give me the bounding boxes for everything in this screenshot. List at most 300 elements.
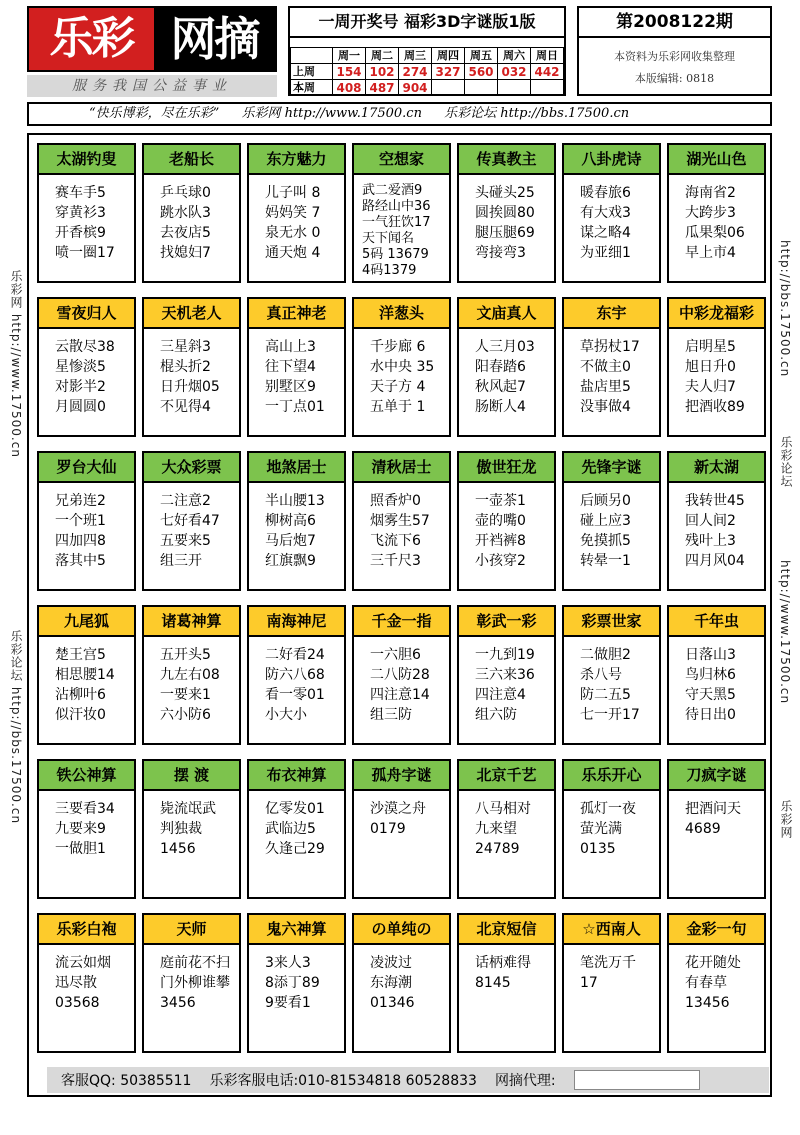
- riddle-card-body: [459, 329, 554, 417]
- riddle-line: 武二爱酒9: [362, 183, 423, 198]
- riddle-line: 照香炉0: [370, 493, 421, 509]
- riddle-line: 五要来5: [160, 533, 211, 549]
- riddle-card-body: [249, 791, 344, 859]
- riddle-line: 红旗飘9: [265, 553, 316, 569]
- riddle-card-title: 天机老人: [144, 299, 239, 329]
- riddle-card-body: [39, 945, 134, 1013]
- riddle-card: [457, 297, 556, 437]
- riddle-card-body: [249, 945, 344, 1013]
- last-week-number: 327: [432, 64, 465, 80]
- riddle-line: 瓜果梨06: [685, 225, 745, 241]
- riddle-line: 海南省2: [685, 185, 736, 201]
- riddle-line: 久逢己29: [265, 841, 325, 857]
- riddle-card-body: [564, 791, 659, 859]
- riddle-line: 水中央 35: [370, 359, 435, 375]
- riddle-card-body: [39, 483, 134, 571]
- riddle-line: 通天炮 4: [265, 245, 321, 261]
- riddle-line: 飞流下6: [370, 533, 421, 549]
- riddle-card-title: 傲世狂龙: [459, 453, 554, 483]
- riddle-line: 穿黄衫3: [55, 205, 106, 221]
- issue-number: 第2008122期: [579, 8, 770, 38]
- riddle-line: 四加四8: [55, 533, 106, 549]
- riddle-card: [457, 759, 556, 899]
- riddle-card-title: 中彩龙福彩: [669, 299, 764, 329]
- riddle-line: 一要来1: [160, 687, 211, 703]
- riddle-card: [562, 297, 661, 437]
- riddle-line: 17: [580, 975, 598, 991]
- riddle-line: 一做胆1: [55, 841, 106, 857]
- riddle-card-title: 湖光山色: [669, 145, 764, 175]
- riddle-line: 一气狂饮17: [362, 215, 431, 230]
- riddle-line: 二好看24: [265, 647, 325, 663]
- riddle-card-title: 千金一指: [354, 607, 449, 637]
- riddle-card-title: 彩票世家: [564, 607, 659, 637]
- riddle-line: 找媳妇7: [160, 245, 211, 261]
- riddle-line: 四注意14: [370, 687, 430, 703]
- riddle-line: 阳春踏6: [475, 359, 526, 375]
- riddle-line: 小大小: [265, 707, 307, 723]
- riddle-card: [562, 913, 661, 1053]
- riddle-card-body: [249, 637, 344, 725]
- riddle-card: [667, 759, 766, 899]
- riddle-card: [667, 297, 766, 437]
- riddle-line: 半山腰13: [265, 493, 325, 509]
- draw-last-week-row: [291, 64, 564, 80]
- riddle-card-title: 九尾狐: [39, 607, 134, 637]
- riddle-card-title: 乐彩白袍: [39, 915, 134, 945]
- riddle-line: 盐店里5: [580, 379, 631, 395]
- riddle-line: 没事做4: [580, 399, 631, 415]
- riddle-line: 防二五5: [580, 687, 631, 703]
- riddle-card-title: 刀疯字谜: [669, 761, 764, 791]
- riddle-line: 萤光满: [580, 821, 622, 837]
- riddle-line: 二做胆2: [580, 647, 631, 663]
- riddle-line: 喷一圈17: [55, 245, 115, 261]
- day-header: 周一: [333, 48, 366, 64]
- riddle-line: 防六八68: [265, 667, 325, 683]
- riddle-card-title: 孤舟字谜: [354, 761, 449, 791]
- riddle-line: 三千尺3: [370, 553, 421, 569]
- riddle-card-title: 太湖钓叟: [39, 145, 134, 175]
- side-text-right-mid2: http://www.17500.cn: [778, 560, 792, 705]
- riddle-line: 一个班1: [55, 513, 106, 529]
- riddle-card-body: [459, 637, 554, 725]
- riddle-card: [352, 297, 451, 437]
- riddle-line: 壶的嘴0: [475, 513, 526, 529]
- slogan-site-link[interactable]: 乐彩网 http://www.17500.cn: [241, 106, 422, 121]
- riddle-card-title: 雪夜归人: [39, 299, 134, 329]
- day-header: 周日: [531, 48, 564, 64]
- riddle-card: [247, 605, 346, 745]
- riddle-card: [142, 605, 241, 745]
- riddle-card: [142, 759, 241, 899]
- riddle-card-title: 诸葛神算: [144, 607, 239, 637]
- this-week-number: 487: [366, 80, 399, 96]
- riddle-line: 不做主0: [580, 359, 631, 375]
- riddle-line: 四月风04: [685, 553, 745, 569]
- riddle-line: 五单于 1: [370, 399, 426, 415]
- footer-agent-label: 网摘代理:: [494, 1073, 556, 1089]
- riddle-line: 免摸抓5: [580, 533, 631, 549]
- riddle-line: 8145: [475, 975, 511, 991]
- riddle-card: [37, 143, 136, 283]
- riddle-card-body: [354, 483, 449, 571]
- riddle-line: 笔洗万千: [580, 955, 636, 971]
- riddle-card-body: [564, 637, 659, 725]
- riddle-line: 小孩穿2: [475, 553, 526, 569]
- riddle-line: 03568: [55, 995, 100, 1011]
- this-week-label: 本周: [291, 80, 333, 96]
- riddle-line: 亿零发01: [265, 801, 325, 817]
- riddle-line: 开裆裤8: [475, 533, 526, 549]
- last-week-number: 154: [333, 64, 366, 80]
- riddle-line: 星惨淡5: [55, 359, 106, 375]
- riddle-line: 门外柳谁攀: [160, 975, 230, 991]
- riddle-card-body: [669, 329, 764, 417]
- riddle-card-title: 东宇: [564, 299, 659, 329]
- riddle-card: [37, 759, 136, 899]
- riddle-card-title: 南海神尼: [249, 607, 344, 637]
- footer-phone: 乐彩客服电话:010-81534818 60528833: [209, 1073, 477, 1089]
- riddle-card: [142, 451, 241, 591]
- draw-days-row: [291, 48, 564, 64]
- riddle-card-body: [249, 483, 344, 571]
- day-header: 周三: [399, 48, 432, 64]
- riddle-card-title: 空想家: [354, 145, 449, 175]
- riddle-card-body: [459, 945, 554, 993]
- riddle-line: 谋之略4: [580, 225, 631, 241]
- riddle-line: 旭日升0: [685, 359, 736, 375]
- riddle-line: 判独裁: [160, 821, 202, 837]
- footer-bar: [47, 1067, 769, 1093]
- riddle-line: 沾柳叶6: [55, 687, 106, 703]
- riddle-line: 组三开: [160, 553, 202, 569]
- riddle-line: 秋风起7: [475, 379, 526, 395]
- riddle-card-body: [354, 945, 449, 1013]
- riddle-card-body: [564, 945, 659, 993]
- riddle-card: [562, 605, 661, 745]
- riddle-line: 五开头5: [160, 647, 211, 663]
- riddle-line: 后顾另0: [580, 493, 631, 509]
- logo-mark: [27, 6, 277, 72]
- issue-box: [577, 6, 772, 96]
- riddle-card: [37, 605, 136, 745]
- riddle-line: 3456: [160, 995, 196, 1011]
- riddle-card-title: 北京短信: [459, 915, 554, 945]
- riddle-line: 三星斜3: [160, 339, 211, 355]
- riddle-line: 九要来9: [55, 821, 106, 837]
- riddle-line: 云散尽38: [55, 339, 115, 355]
- riddle-card-title: 乐乐开心: [564, 761, 659, 791]
- riddle-line: 转晕一1: [580, 553, 631, 569]
- riddle-card-title: 鬼六神算: [249, 915, 344, 945]
- riddle-card: [457, 143, 556, 283]
- riddle-card-body: [459, 483, 554, 571]
- riddle-line: 月圆圆0: [55, 399, 106, 415]
- riddle-line: 三六来36: [475, 667, 535, 683]
- riddle-line: 花开随处: [685, 955, 741, 971]
- riddle-line: 四注意4: [475, 687, 526, 703]
- riddle-card: [37, 451, 136, 591]
- last-week-number: 560: [465, 64, 498, 80]
- riddle-line: 三要看34: [55, 801, 115, 817]
- riddle-line: 鸟归林6: [685, 667, 736, 683]
- riddle-line: 夫人归7: [685, 379, 736, 395]
- riddle-line: 弯接弯3: [475, 245, 526, 261]
- riddle-line: 残叶上3: [685, 533, 736, 549]
- riddle-line: 日升烟05: [160, 379, 220, 395]
- riddle-card: [457, 605, 556, 745]
- riddle-line: 待日出0: [685, 707, 736, 723]
- riddle-line: 二注意2: [160, 493, 211, 509]
- riddle-card: [142, 143, 241, 283]
- riddle-line: 日落山3: [685, 647, 736, 663]
- riddle-card-body: [669, 791, 764, 839]
- riddle-line: 八马相对: [475, 801, 531, 817]
- riddle-card: [667, 451, 766, 591]
- riddle-card-title: 摆 渡: [144, 761, 239, 791]
- riddle-card: [562, 451, 661, 591]
- side-text-right-bottom: 乐彩网: [779, 800, 793, 839]
- riddle-card-body: [144, 791, 239, 859]
- riddle-line: 守天黑5: [685, 687, 736, 703]
- riddle-line: 杀八号: [580, 667, 622, 683]
- riddle-card-body: [564, 175, 659, 263]
- riddle-card-body: [459, 175, 554, 263]
- footer-qq: 客服QQ: 50385511: [61, 1073, 192, 1089]
- riddle-card-body: [354, 175, 449, 279]
- riddle-line: 暖春旅6: [580, 185, 631, 201]
- riddle-card-title: 大众彩票: [144, 453, 239, 483]
- riddle-card-body: [354, 329, 449, 417]
- riddle-card: [247, 759, 346, 899]
- riddle-line: 马后炮7: [265, 533, 316, 549]
- riddle-line: 开香槟9: [55, 225, 106, 241]
- riddle-line: 毙流氓武: [160, 801, 216, 817]
- logo: [27, 6, 277, 98]
- riddle-line: 凌波过: [370, 955, 412, 971]
- riddle-line: 肠断人4: [475, 399, 526, 415]
- riddle-line: 楚王宫5: [55, 647, 106, 663]
- riddle-line: 01346: [370, 995, 415, 1011]
- riddle-card-title: 新太湖: [669, 453, 764, 483]
- riddle-card-title: 铁公神算: [39, 761, 134, 791]
- logo-subtitle: 服务我国公益事业: [27, 75, 277, 97]
- issue-source-note: 本资料为乐彩网收集整理: [614, 50, 735, 63]
- day-header: 周四: [432, 48, 465, 64]
- riddle-line: 相思腰14: [55, 667, 115, 683]
- this-week-number: [498, 80, 531, 96]
- this-week-number: [432, 80, 465, 96]
- riddle-card: [247, 143, 346, 283]
- riddle-card-body: [144, 945, 239, 1013]
- riddle-line: 沙漠之舟: [370, 801, 426, 817]
- riddle-card-body: [669, 945, 764, 1013]
- logo-black-text: 网摘: [154, 8, 275, 70]
- riddle-line: 0135: [580, 841, 616, 857]
- riddle-card-body: [669, 637, 764, 725]
- riddle-line: 腿压腿69: [475, 225, 535, 241]
- riddle-line: 大跨步3: [685, 205, 736, 221]
- riddle-card-title: 传真教主: [459, 145, 554, 175]
- riddle-card: [247, 297, 346, 437]
- riddle-card-body: [669, 483, 764, 571]
- riddle-line: 话柄难得: [475, 955, 531, 971]
- this-week-number: 904: [399, 80, 432, 96]
- riddle-line: 九左右08: [160, 667, 220, 683]
- riddle-line: 对影半2: [55, 379, 106, 395]
- riddle-card: [562, 143, 661, 283]
- riddle-line: 兄弟连2: [55, 493, 106, 509]
- slogan-quote: “快乐博彩，尽在乐彩”: [89, 106, 220, 121]
- this-week-number: 408: [333, 80, 366, 96]
- riddle-card-body: [39, 637, 134, 725]
- draw-table: [290, 47, 564, 96]
- riddle-card-body: [144, 637, 239, 725]
- riddle-card-body: [564, 329, 659, 417]
- riddle-card: [352, 143, 451, 283]
- riddle-line: 4码1379: [362, 263, 417, 278]
- riddle-card: [247, 913, 346, 1053]
- riddle-card: [457, 913, 556, 1053]
- day-header: 周二: [366, 48, 399, 64]
- riddle-line: 人三月03: [475, 339, 535, 355]
- riddle-card-title: 洋葱头: [354, 299, 449, 329]
- riddle-card: [37, 913, 136, 1053]
- this-week-number: [531, 80, 564, 96]
- riddle-card: [667, 143, 766, 283]
- riddle-card-title: 布衣神算: [249, 761, 344, 791]
- riddle-line: 早上市4: [685, 245, 736, 261]
- draw-title: 一周开奖号 福彩3D字谜版1版: [290, 8, 564, 38]
- riddle-card-body: [144, 329, 239, 417]
- riddle-line: 头碰头25: [475, 185, 535, 201]
- riddle-line: 有春草: [685, 975, 727, 991]
- riddle-line: 一丁点01: [265, 399, 325, 415]
- riddle-card-title: 老船长: [144, 145, 239, 175]
- riddle-card-title: の单纯の: [354, 915, 449, 945]
- riddle-line: 1456: [160, 841, 196, 857]
- last-week-number: 442: [531, 64, 564, 80]
- riddle-line: 0179: [370, 821, 406, 837]
- side-text-right-mid: 乐彩论坛: [779, 436, 793, 488]
- last-week-number: 274: [399, 64, 432, 80]
- riddle-card-body: [249, 329, 344, 417]
- riddle-card-title: 罗台大仙: [39, 453, 134, 483]
- riddle-card-title: 东方魅力: [249, 145, 344, 175]
- riddle-line: 孤灯一夜: [580, 801, 636, 817]
- riddle-card: [352, 605, 451, 745]
- riddle-line: 4689: [685, 821, 721, 837]
- riddle-card-body: [39, 329, 134, 417]
- riddle-line: 似汗妆0: [55, 707, 106, 723]
- slogan-forum-link[interactable]: 乐彩论坛 http://bbs.17500.cn: [444, 106, 630, 121]
- riddle-line: 一壶茶1: [475, 493, 526, 509]
- riddle-card-body: [354, 637, 449, 725]
- riddle-card-title: 先锋字谜: [564, 453, 659, 483]
- riddle-line: 一九到19: [475, 647, 535, 663]
- footer-agent-box: [574, 1070, 700, 1090]
- riddle-card-title: 文庙真人: [459, 299, 554, 329]
- last-week-label: 上周: [291, 64, 333, 80]
- riddle-card: [562, 759, 661, 899]
- riddle-line: 六小防6: [160, 707, 211, 723]
- riddle-line: 往下望4: [265, 359, 316, 375]
- riddle-line: 我转世45: [685, 493, 745, 509]
- riddle-card: [142, 913, 241, 1053]
- riddle-line: 3来人3: [265, 955, 311, 971]
- riddle-card-body: [39, 175, 134, 263]
- riddle-line: 七好看47: [160, 513, 220, 529]
- riddle-card: [37, 297, 136, 437]
- riddle-line: 组三防: [370, 707, 412, 723]
- side-text-left-bottom: 乐彩论坛 http://bbs.17500.cn: [9, 630, 23, 825]
- riddle-card-title: 金彩一句: [669, 915, 764, 945]
- riddle-card-body: [144, 483, 239, 571]
- riddle-line: 回人间2: [685, 513, 736, 529]
- issue-editor-note: 本版编辑: 0818: [634, 72, 715, 85]
- riddle-line: 妈妈笑 7: [265, 205, 321, 221]
- riddle-line: 碰上应3: [580, 513, 631, 529]
- riddle-card: [142, 297, 241, 437]
- riddle-line: 七一开17: [580, 707, 640, 723]
- riddle-line: 儿子叫 8: [265, 185, 321, 201]
- last-week-number: 032: [498, 64, 531, 80]
- day-header: 周六: [498, 48, 531, 64]
- riddle-line: 组六防: [475, 707, 517, 723]
- riddle-line: 烟雾生57: [370, 513, 430, 529]
- logo-red-text: 乐彩: [29, 8, 154, 70]
- riddle-card-title: ☆西南人: [564, 915, 659, 945]
- riddle-line: 跳水队3: [160, 205, 211, 221]
- riddle-line: 二八防28: [370, 667, 430, 683]
- riddle-line: 泉无水 0: [265, 225, 321, 241]
- riddle-line: 天下闻名: [362, 231, 415, 246]
- riddle-line: 棍头折2: [160, 359, 211, 375]
- riddle-card-body: [669, 175, 764, 263]
- riddle-line: 13456: [685, 995, 730, 1011]
- riddle-line: 柳树高6: [265, 513, 316, 529]
- riddle-card-body: [39, 791, 134, 859]
- riddle-line: 路经山中36: [362, 199, 431, 214]
- riddle-line: 一六胆6: [370, 647, 421, 663]
- riddle-card-body: [459, 791, 554, 859]
- riddle-line: 把酒收89: [685, 399, 745, 415]
- riddle-line: 看一零01: [265, 687, 325, 703]
- riddle-card-body: [249, 175, 344, 263]
- day-header: 周五: [465, 48, 498, 64]
- riddle-line: 8添丁89: [265, 975, 320, 991]
- riddle-card-body: [564, 483, 659, 571]
- riddle-card-body: [144, 175, 239, 263]
- riddle-grid: [27, 133, 772, 1097]
- riddle-line: 9要看1: [265, 995, 311, 1011]
- riddle-card-title: 千年虫: [669, 607, 764, 637]
- riddle-line: 5码 13679: [362, 247, 429, 262]
- riddle-line: 天子方 4: [370, 379, 426, 395]
- riddle-line: 有大戏3: [580, 205, 631, 221]
- slogan-bar: [27, 102, 772, 126]
- riddle-line: 乒乓球0: [160, 185, 211, 201]
- riddle-line: 启明星5: [685, 339, 736, 355]
- riddle-card: [352, 759, 451, 899]
- side-text-right-top: http://bbs.17500.cn: [778, 240, 792, 378]
- riddle-card-title: 真正神老: [249, 299, 344, 329]
- riddle-card-title: 天师: [144, 915, 239, 945]
- riddle-line: 东海潮: [370, 975, 412, 991]
- riddle-line: 九来望: [475, 821, 517, 837]
- riddle-line: 为亚细1: [580, 245, 631, 261]
